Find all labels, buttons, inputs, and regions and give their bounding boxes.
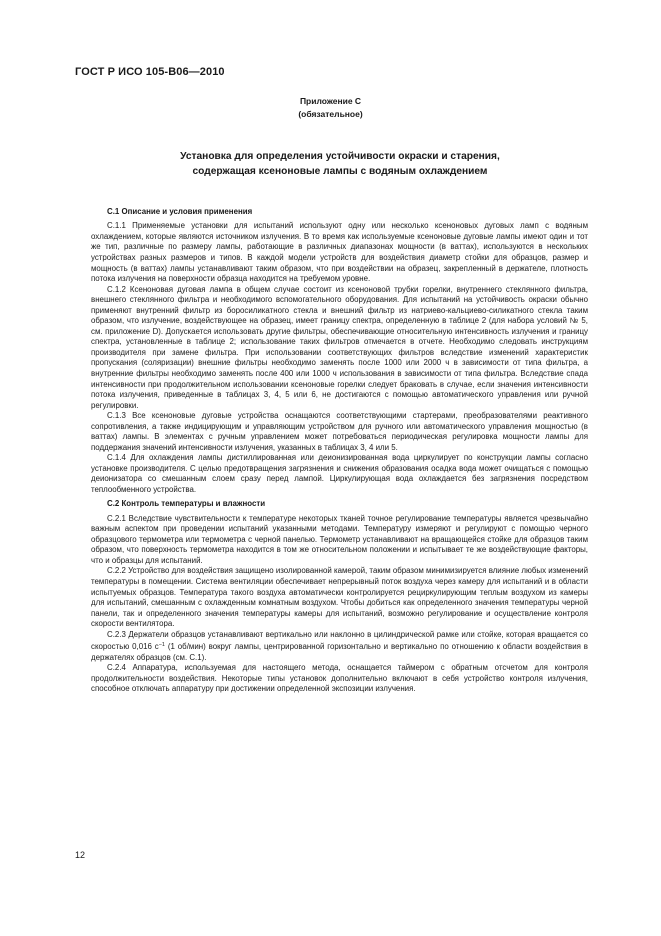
annex-label-block <box>0 95 661 121</box>
paragraph-c-1-1: С.1.1 Применяемые установки для испытаний используют одну или несколько ксеноновых дуговых ламп с водяным охлаждением, которые являются источником излучения. В то время как используемые ксеноновые дуговые лампы имеют один и тот же тип, различные по размеру лампы, работающие в различных диапазонах мощности (в ваттах), используются в нескольких устройствах разных размеров и типов. В каждой модели устройств для воздействия диаметр стойки для образцов, размер и мощность (в ваттах) лампы устанавливают таким образом, что при воздействии на образец, закрепленный в держателе, плотность потока излучения на поверхности образца находится на требуемом уровне. <box>91 221 588 284</box>
paragraph-c-2-3-part-1: С.2.3 Держатели образцов устанавливают вертикально или наклонно в цилиндрической рамке или стойке, которая вращается со скоростью 0,016 с <box>91 629 588 652</box>
section-heading-c1: С.1 Описание и условия применения <box>107 207 253 216</box>
page-number: 12 <box>75 850 86 860</box>
paragraph-c-2-3-part-2: (1 об/мин) вокруг лампы, центрированной горизонтально и вертикально по отношению к области воздействия в держателях образцов (см. С.1). <box>91 642 588 662</box>
document-body <box>91 207 588 695</box>
annex-title <box>110 150 570 179</box>
annex-label: Приложение С <box>299 96 362 106</box>
paragraph-c-1-4: С.1.4 Для охлаждения лампы дистиллированная или деионизированная вода циркулирует по конструкции лампы согласно установке производителя. С целью предотвращения загрязнения и снижения образования осадка вода может очищаться с помощью деионизатора со смешанным слоем сразу перед лампой. Циркулирующая вода охлаждается без загрязнения посредством теплообменного устройства. <box>91 453 588 495</box>
paragraph-c-1-2: С.1.2 Ксеноновая дуговая лампа в общем случае состоит из ксеноновой трубки горелки, внутреннего стеклянного фильтра, внешнего стеклянного фильтра и необходимого вспомогательного оборудования. Для испытаний на устойчивость окраски обычно применяют внутренний фильтр из боросиликатного стекла и внешний фильтр из натриево-кальциево-силикатного стекла таким образом, что излучение, воздействующее на образец, имеет границу спектра, определенную в таблице 2 (для набора условий № 5, см. приложение D). Допускается использовать другие фильтры, обеспечивающие относительную интенсивность излучения и границу спектра, установленные в таблице 2; использование таких фильтров отмечается в отчете. Необходимо следовать инструкциям производителя при замене фильтра. При использовании соответствующих фильтров вследствие изменений характеристик пропускания (соляризации) внешние фильтры необходимо заменять после 1000 или 2000 ч в зависимости от типа фильтра, а внутренние фильтры необходимо заменять после 400 или 1000 ч использования в зависимости от типа фильтра. Вследствие спада интенсивности при продолжительном использовании ксеноновые горелки следует браковать в случае, если значения интенсивности потока излучения, приведенные в таблицах 3, 4, 5 или 6, не достигаются с помощью автоматического управления или ручной регулировки. <box>91 284 588 410</box>
superscript-exponent: −1 <box>158 642 165 649</box>
paragraph-c-2-4: С.2.4 Аппаратура, используемая для настоящего метода, оснащается таймером с обратным отсчетом для контроля продолжительности воздействия. Некоторые типы установок дополнительно включают в себя устройство контроля излучения, способное отключать аппаратуру при достижении определенной экспозиции излучения. <box>91 663 588 694</box>
annex-title-line-1: Установка для определения устойчивости окраски и старения, <box>180 151 500 162</box>
paragraph-c-2-1: С.2.1 Вследствие чувствительности к температуре некоторых тканей точное регулирование температуры является чрезвычайно важным аспектом при проведении испытаний указанными методами. Температуру измеряют и регулируют с помощью черного образцового термометра или термометра с черной панелью. Термометр устанавливают на вращающейся стойке для образцов таким образом, что поверхность термометра находится в том же относительном положении и испытывает те же воздействующие факторы, что и образцы для испытаний. <box>91 513 588 565</box>
paragraph-c-1-3: С.1.3 Все ксеноновые дуговые устройства оснащаются соответствующими стартерами, преобразователями реактивного сопротивления, а также индицирующим и управляющим устройством для ручного или автоматического управления мощностью (в ваттах) лампы. В элементах с ручным управлением может потребоваться периодическая регулировка мощности лампы для поддержания значений интенсивности излучения, указанных в таблицах 3, 4 или 5. <box>91 411 588 452</box>
standard-designation: ГОСТ Р ИСО 105-В06—2010 <box>75 66 225 78</box>
paragraph-c-2-3 <box>91 630 588 664</box>
annex-title-line-2: содержащая ксеноновые лампы с водяным охлаждением <box>192 165 488 177</box>
annex-status: (обязательное) <box>298 109 363 119</box>
paragraph-c-2-2: С.2.2 Устройство для воздействия защищено изолированной камерой, таким образом минимизируется влияние любых изменений температуры в помещении. Система вентиляции обеспечивает непрерывный поток воздуха через камеру для испытаний и в области испытуемых образцов. Температура такого воздуха автоматически контролируется рециркулирующим теплым воздухом из камеры для испытаний, смешанным с охлажденным комнатным воздухом. Чтобы добиться как определенного значения температуры черной панели, так и определенного значения температуры камеры для испытаний, возможно регулирование и осуществление контроля скорости вентилятора. <box>91 566 588 629</box>
section-heading-c2: С.2 Контроль температуры и влажности <box>107 499 266 509</box>
